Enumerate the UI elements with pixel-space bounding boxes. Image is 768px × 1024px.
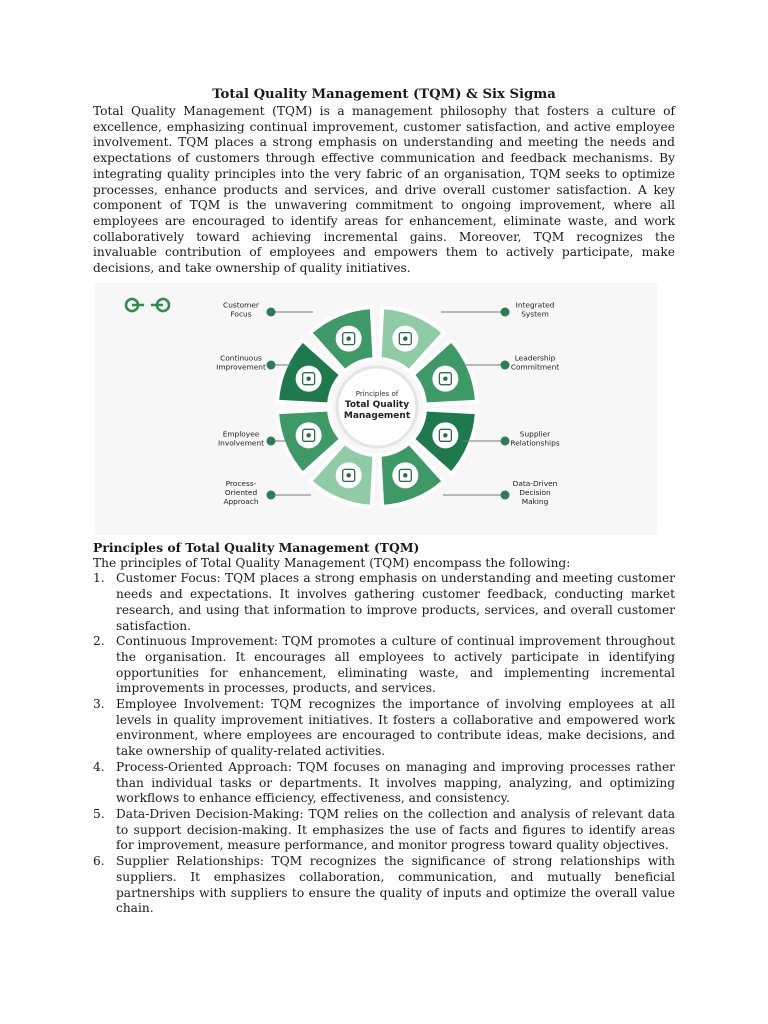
- left-principle-label: Employee: [222, 429, 260, 439]
- principle-number: 4.: [93, 759, 105, 774]
- principle-text: Customer Focus: TQM places a strong emphasis on understanding and meeting customer needs and expectations. It involves gathering customer feedback, conducting market research, and using that information to improve products, services, and overall customer satisfaction.: [116, 571, 675, 633]
- connector-dot: [501, 436, 510, 445]
- principle-icon-dot: [346, 336, 350, 340]
- left-principle-label: Focus: [230, 309, 252, 319]
- connector-dot: [501, 360, 510, 369]
- principle-icon-dot: [443, 433, 447, 437]
- left-principle-label: Oriented: [224, 487, 258, 497]
- principle-icon-dot: [403, 473, 407, 477]
- right-principle-label: Relationships: [510, 438, 560, 448]
- connector-dot: [267, 436, 276, 445]
- principle-number: 2.: [93, 634, 105, 649]
- document-page: [93, 86, 675, 917]
- center-label-line2: Total Quality: [344, 399, 410, 410]
- principle-item: [93, 807, 675, 854]
- tqm-wheel-diagram: [95, 283, 657, 535]
- principle-text: Continuous Improvement: TQM promotes a culture of continual improvement throughout the organisation. It encourages all employees to actively participate in identifying opportunities for enhancement, eliminating waste, and implementing incremental improvements in processes, products, and services.: [116, 634, 675, 696]
- right-principle-label: System: [521, 309, 549, 319]
- principles-heading: Principles of Total Quality Management (TQM): [93, 539, 420, 555]
- principle-item: [93, 571, 675, 634]
- left-principle-label: Customer: [223, 300, 259, 310]
- principle-number: 1.: [93, 571, 105, 586]
- right-principle-label: Making: [521, 496, 549, 506]
- left-principle-label: Involvement: [217, 438, 265, 448]
- principle-icon-dot: [306, 433, 310, 437]
- document-title: Total Quality Management (TQM) & Six Sigma: [212, 87, 556, 102]
- right-principle-label: Commitment: [510, 362, 560, 372]
- gfg-logo-icon: [126, 299, 169, 311]
- principles-intro: The principles of Total Quality Management (TQM) encompass the following:: [93, 555, 571, 570]
- right-principle-label: Decision: [519, 487, 551, 497]
- center-label-line3: Management: [343, 410, 411, 421]
- connector-dot: [501, 490, 510, 499]
- tqm-principles-figure: [95, 283, 657, 535]
- connector-dot: [501, 307, 510, 316]
- principle-text: Supplier Relationships: TQM recognizes the significance of strong relationships with suppliers. It emphasizes collaboration, communication, and mutually beneficial partnerships with suppliers to ensure the quality of inputs and optimize the overall value chain.: [116, 854, 675, 916]
- principle-text: Data-Driven Decision-Making: TQM relies on the collection and analysis of relevant data to support decision-making. It emphasizes the use of facts and figures to identify areas for improvement, measure performance, and monitor progress toward quality objectives.: [116, 806, 675, 853]
- right-principle-label: Data-Driven: [512, 478, 558, 488]
- principle-icon-dot: [346, 473, 350, 477]
- principle-number: 5.: [93, 806, 105, 821]
- connector-dot: [267, 490, 276, 499]
- left-principle-label: Improvement: [216, 362, 266, 372]
- principle-item: [93, 854, 675, 917]
- principle-item: [93, 760, 675, 807]
- principle-number: 6.: [93, 854, 105, 869]
- principle-text: Employee Involvement: TQM recognizes the importance of involving employees at all levels in quality improvement initiatives. It fosters a collaborative and empowered work environment, where employees are encouraged to contribute ideas, make decisions, and take ownership of quality-related activities.: [116, 697, 675, 759]
- connector-dot: [267, 360, 276, 369]
- principles-list: [93, 571, 675, 916]
- left-principle-label: Approach: [223, 496, 259, 506]
- right-principle-label: Supplier: [519, 429, 551, 439]
- left-principle-label: Continuous: [220, 353, 262, 363]
- principle-icon-dot: [306, 376, 310, 380]
- principle-icon-dot: [403, 336, 407, 340]
- connector-dot: [267, 307, 276, 316]
- right-principle-label: Integrated: [515, 300, 555, 310]
- principle-item: [93, 634, 675, 697]
- right-principle-label: Leadership: [514, 353, 556, 363]
- principle-number: 3.: [93, 697, 105, 712]
- gfg-logo-mark: [126, 299, 169, 311]
- principle-item: [93, 697, 675, 760]
- center-label-line1: Principles of: [355, 389, 399, 398]
- principle-text: Process-Oriented Approach: TQM focuses on managing and improving processes rather than individual tasks or departments. It involves mapping, analyzing, and optimizing workflows to enhance efficiency, effectiveness, and consistency.: [116, 759, 675, 806]
- intro-paragraph: Total Quality Management (TQM) is a management philosophy that fosters a culture of excellence, emphasizing continual improvement, customer satisfaction, and active employee involvement. TQM places a strong emphasis on understanding and meeting the needs and expectations of customers through effective communication and feedback mechanisms. By integrating quality principles into the very fabric of an organisation, TQM seeks to optimize processes, enhance products and services, and drive overall customer satisfaction. A key component of TQM is the unwavering commitment to ongoing improvement, where all employees are encouraged to identify areas for enhancement, eliminate waste, and work collaboratively toward achieving incremental gains. Moreover, TQM recognizes the invaluable contribution of employees and empowers them to actively participate, make decisions, and take ownership of quality initiatives.: [93, 104, 675, 276]
- left-principle-label: Process-: [225, 478, 257, 488]
- principle-icon-dot: [443, 376, 447, 380]
